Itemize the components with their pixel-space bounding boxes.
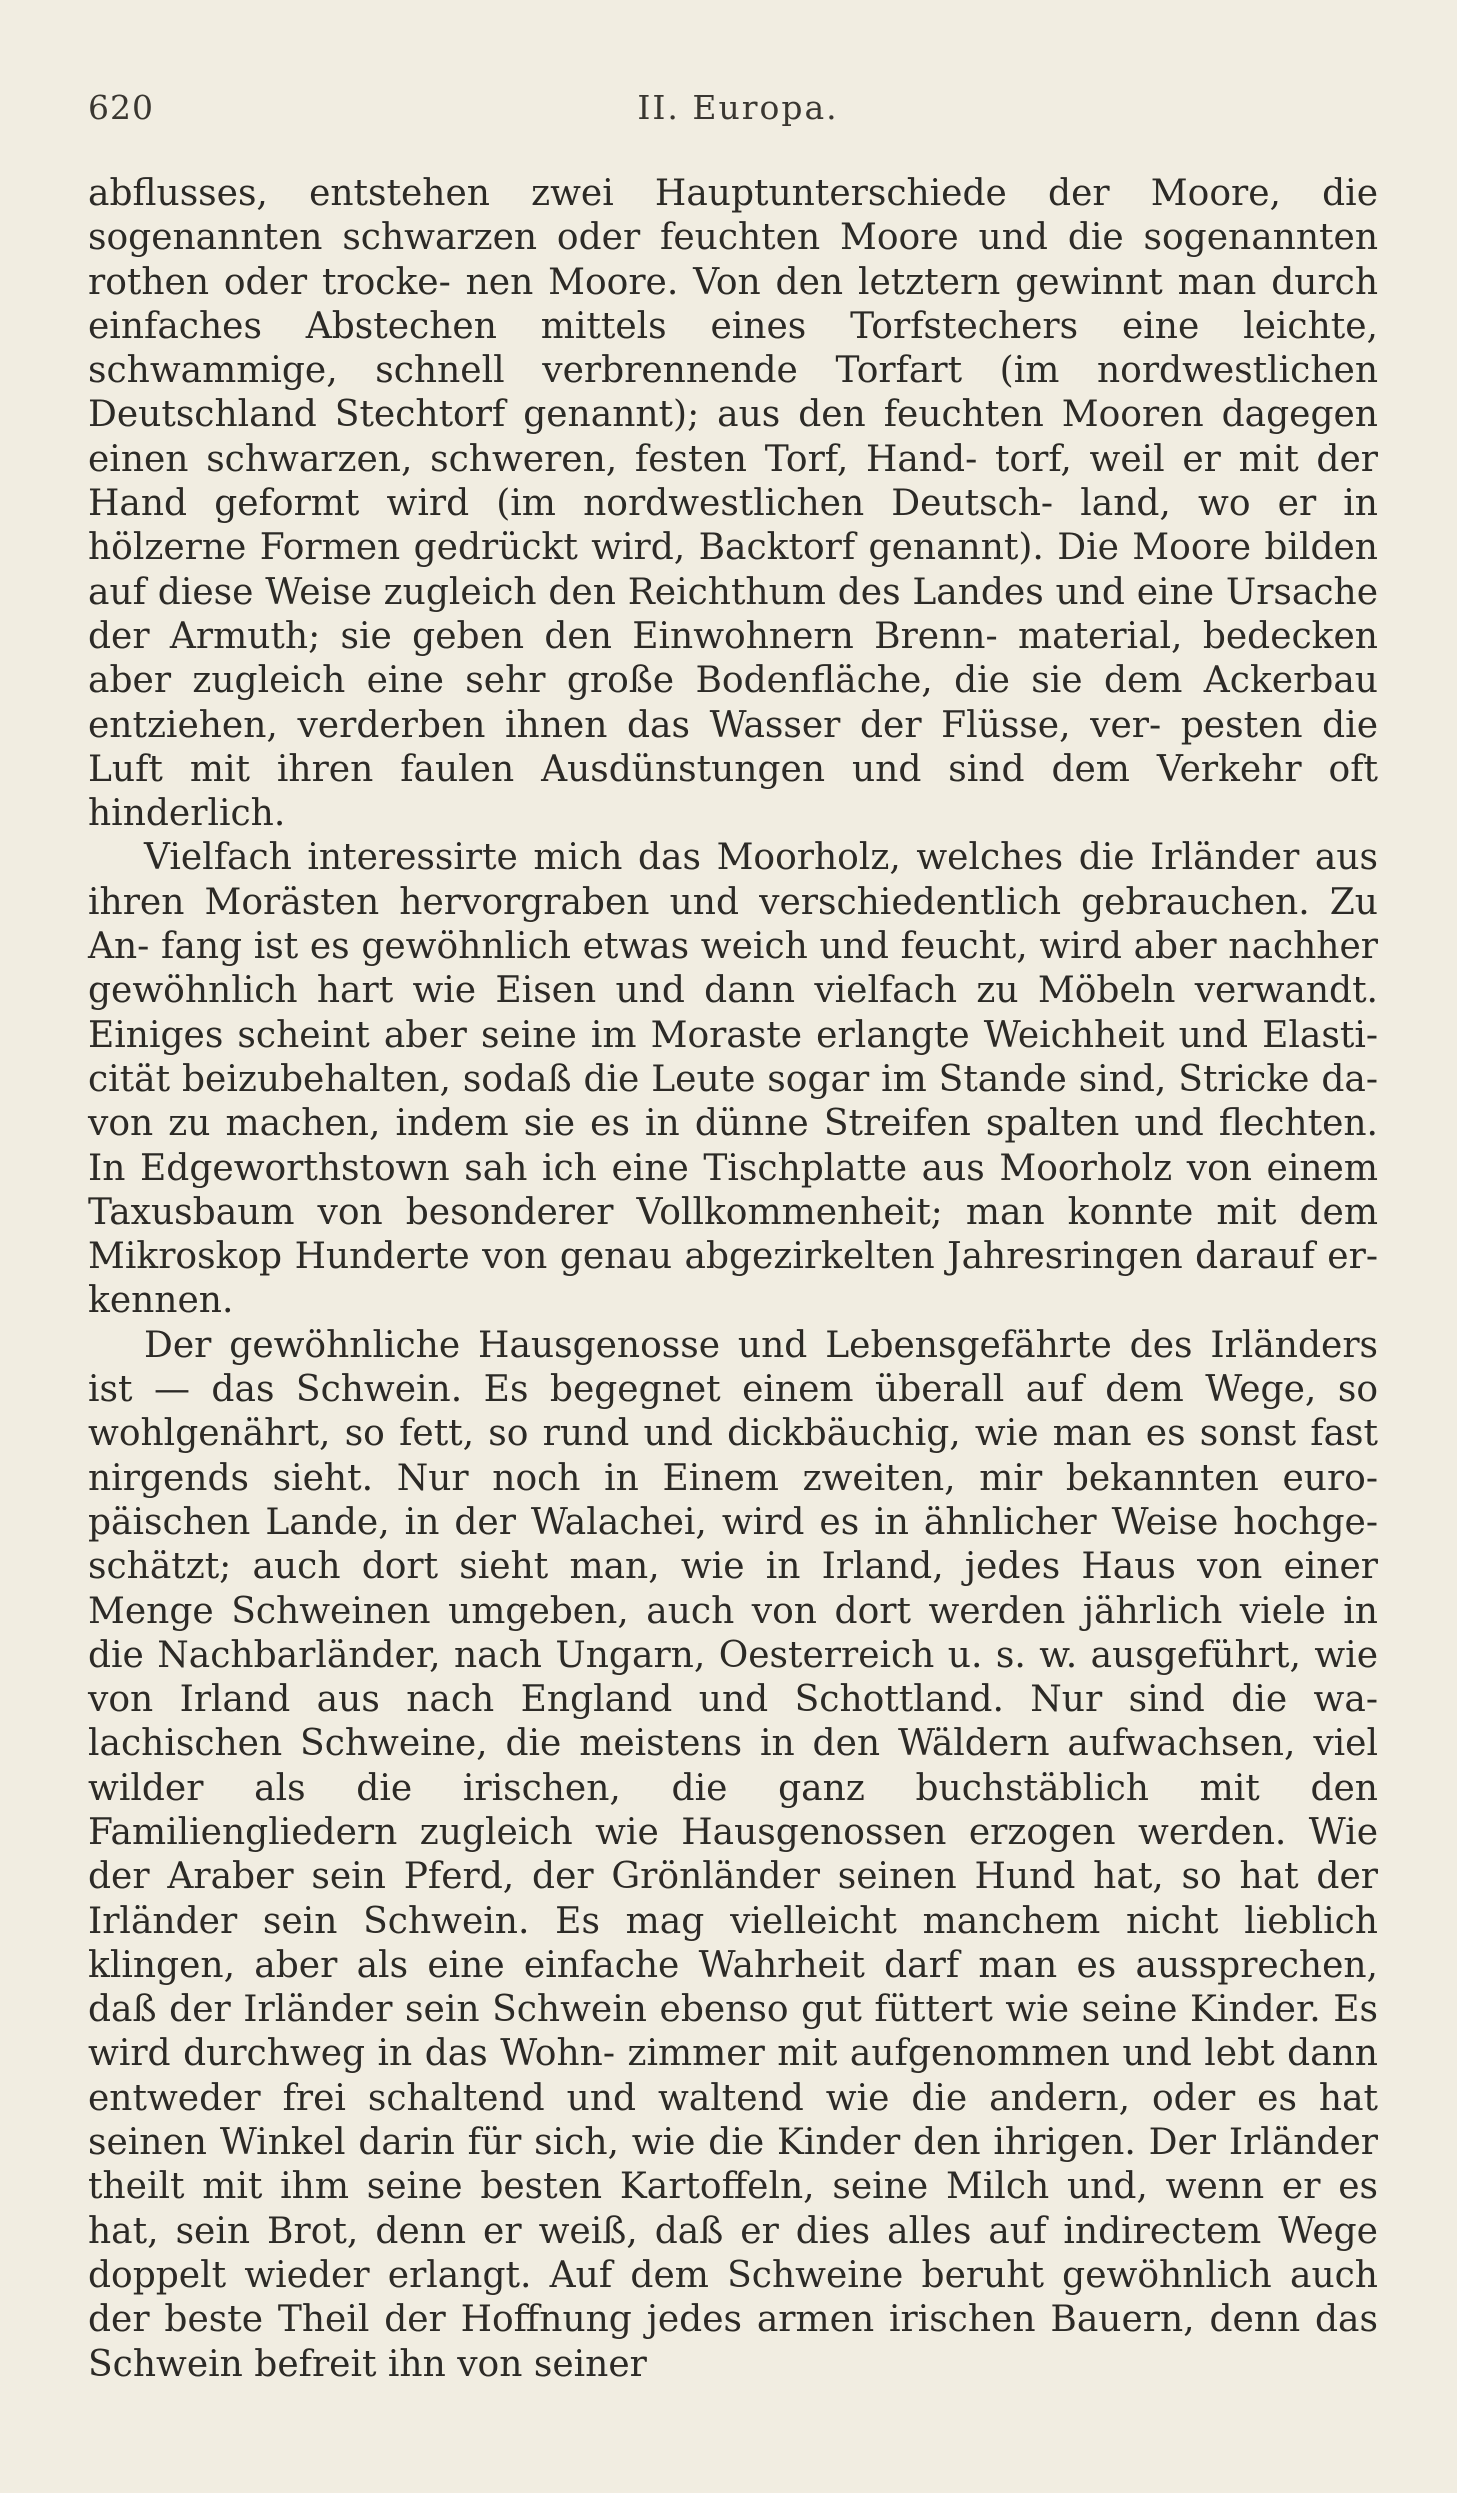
paragraph: Vielfach interessirte mich das Moorholz, welches die Irländer aus ihren Morästen hervorgraben und verschiedentlich gebrauchen. Zu An- fang ist es gewöhnlich etwas weich und feucht, wird aber nachher gewöhnlich hart wie Eisen und dann vielfach zu Möbeln verwandt. Einiges scheint aber seine im Moraste erlangte Weichheit und Elasti- cität beizubehalten, sodaß die Leute sogar im Stande sind, Stricke da- von zu machen, indem sie es in dünne Streifen spalten und flechten. In Edgeworthstown sah ich eine Tischplatte aus Moorholz von einem Taxusbaum von besonderer Vollkommenheit; man konnte mit dem Mikroskop Hunderte von genau abgezirkelten Jahresringen darauf er- kennen. <box>88 837 1378 1322</box>
page-number: 620 <box>88 88 154 127</box>
paragraph: Der gewöhnliche Hausgenosse und Lebensgefährte des Irländers ist — das Schwein. Es begegnet einem überall auf dem Wege, so wohlgenährt, so fett, so rund und dickbäuchig, wie man es sonst fast nirgends sieht. Nur noch in Einem zweiten, mir bekannten euro- päischen Lande, in der Walachei, wird es in ähnlicher Weise hochge- schätzt; auch dort sieht man, wie in Irland, jedes Haus von einer Menge Schweinen umgeben, auch von dort werden jährlich viele in die Nachbarländer, nach Ungarn, Oesterreich u. s. w. ausgeführt, wie von Irland aus nach England und Schottland. Nur sind die wa- lachischen Schweine, die meistens in den Wäldern aufwachsen, viel wilder als die irischen, die ganz buchstäblich mit den Familiengliedern zugleich wie Hausgenossen erzogen werden. Wie der Araber sein Pferd, der Grönländer seinen Hund hat, so hat der Irländer sein Schwein. Es mag vielleicht manchem nicht lieblich klingen, aber als eine einfache Wahrheit darf man es aussprechen, daß der Irländer sein Schwein ebenso gut füttert wie seine Kinder. Es wird durchweg in das Wohn- zimmer mit aufgenommen und lebt dann entweder frei schaltend und waltend wie die andern, oder es hat seinen Winkel darin für sich, wie die Kinder den ihrigen. Der Irländer theilt mit ihm seine besten Kartoffeln, seine Milch und, wenn er es hat, sein Brot, denn er weiß, daß er dies alles auf indirectem Wege doppelt wieder erlangt. Auf dem Schweine beruht gewöhnlich auch der beste Theil der Hoffnung jedes armen irischen Bauern, denn das Schwein befreit ihn von seiner <box>88 1324 1378 2385</box>
running-head: II. Europa. <box>637 88 839 127</box>
page-header <box>88 88 1388 136</box>
body-text <box>88 172 1378 2387</box>
paragraph: abflusses, entstehen zwei Hauptunterschiede der Moore, die sogenannten schwarzen oder feuchten Moore und die sogenannten rothen oder trocke- nen Moore. Von den letztern gewinnt man durch einfaches Abstechen mittels eines Torfstechers eine leichte, schwammige, schnell verbrennende Torfart (im nordwestlichen Deutschland Stechtorf genannt); aus den feuchten Mooren dagegen einen schwarzen, schweren, festen Torf, Hand- torf, weil er mit der Hand geformt wird (im nordwestlichen Deutsch- land, wo er in hölzerne Formen gedrückt wird, Backtorf genannt). Die Moore bilden auf diese Weise zugleich den Reichthum des Landes und eine Ursache der Armuth; sie geben den Einwohnern Brenn- material, bedecken aber zugleich eine sehr große Bodenfläche, die sie dem Ackerbau entziehen, verderben ihnen das Wasser der Flüsse, ver- pesten die Luft mit ihren faulen Ausdünstungen und sind dem Verkehr oft hinderlich. <box>88 173 1378 835</box>
